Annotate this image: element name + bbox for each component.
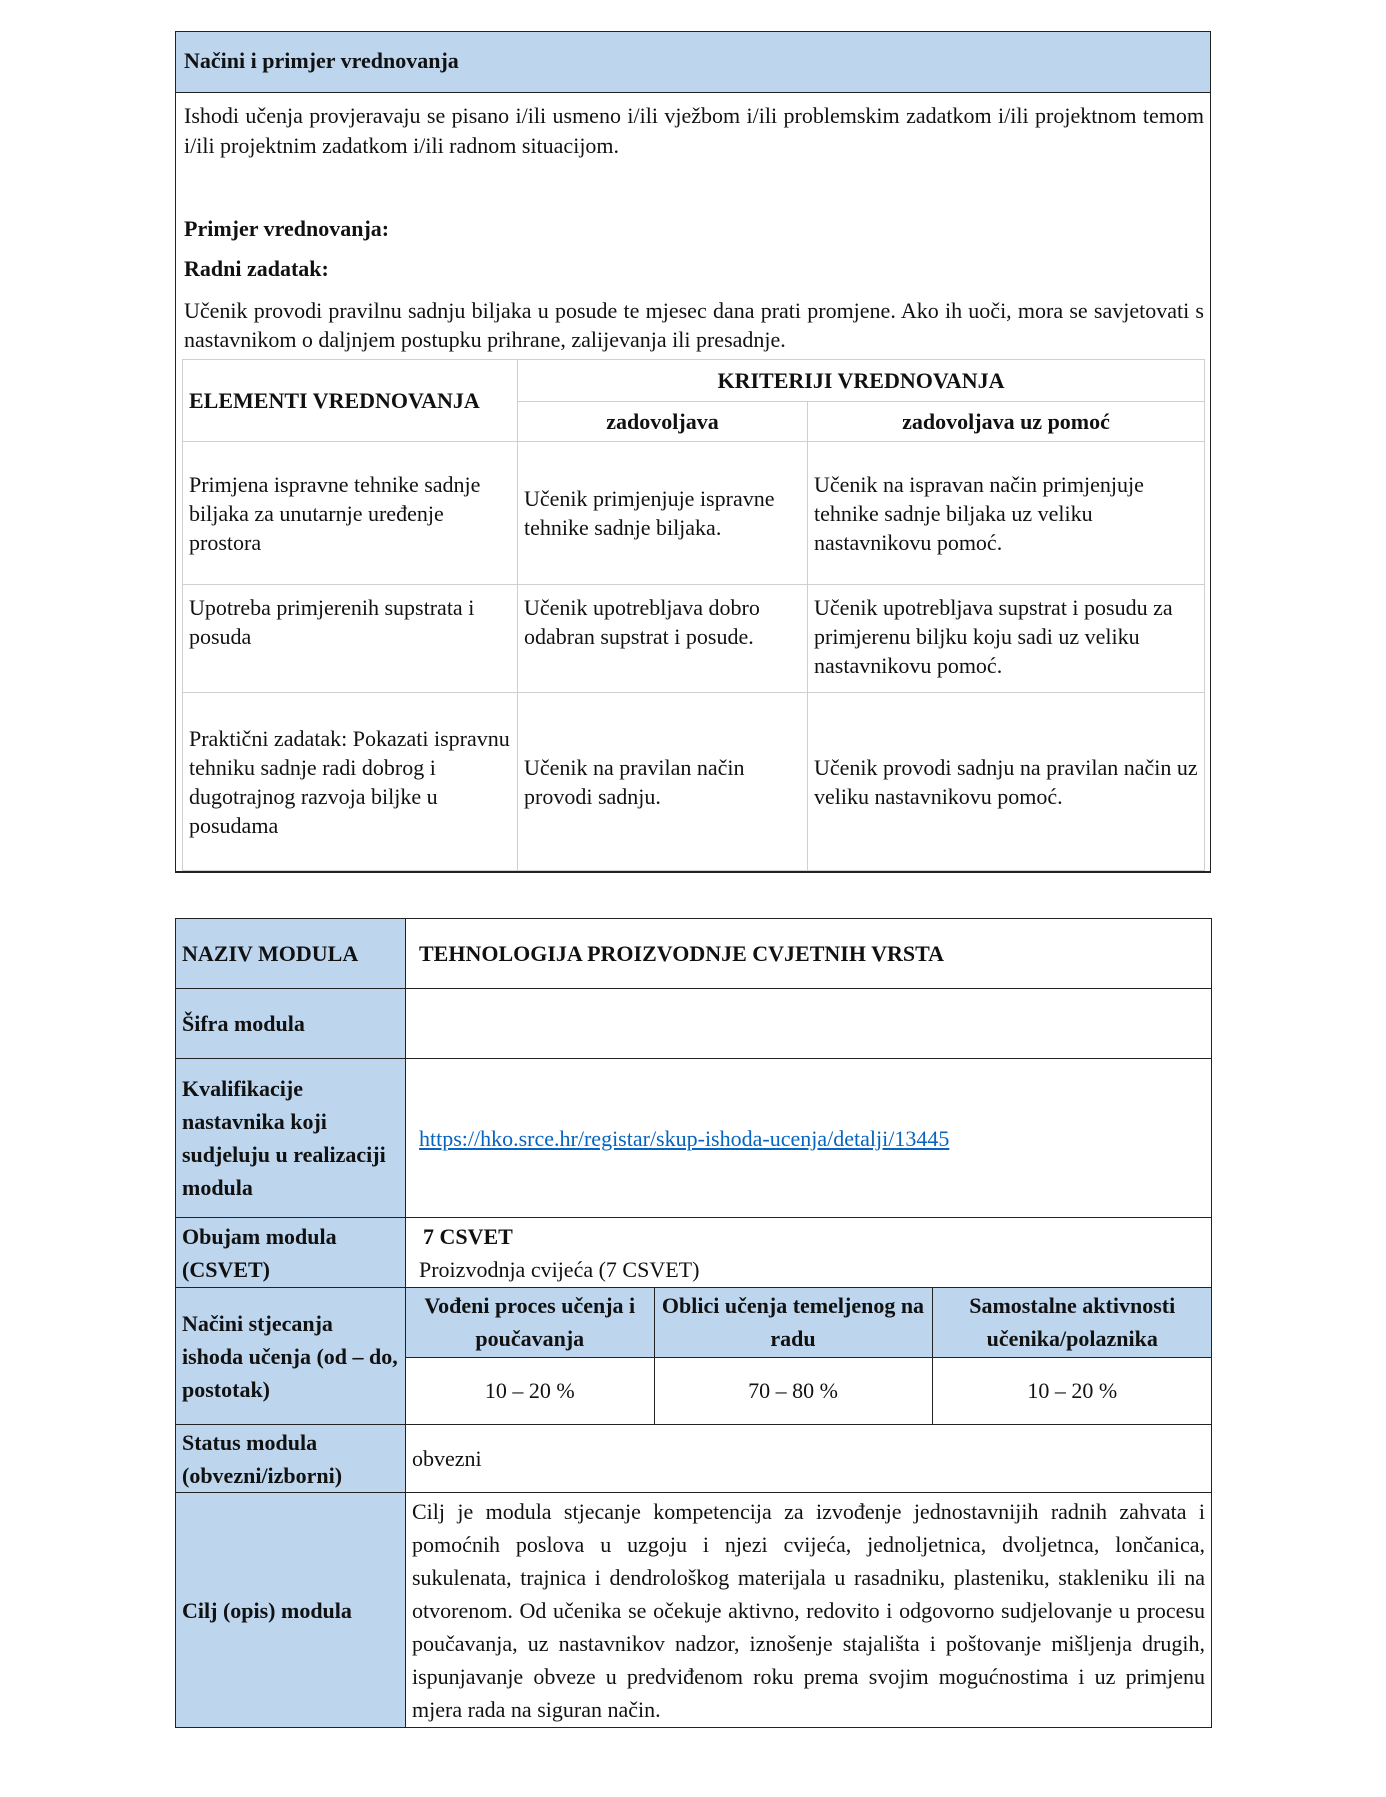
table-row <box>183 693 1205 871</box>
module-code-label: Šifra modula <box>176 989 406 1059</box>
element-cell: Praktični zadatak: Pokazati ispravnu tehniku sadnje radi dobrog i dugotrajnog razvoja biljke u posudama <box>183 693 518 871</box>
task-text: Učenik provodi pravilnu sadnju biljaka u posude te mjesec dana prati promjene. Ako ih uoči, mora se savjetovati s nastavnikom o daljnjem postupku prihrane, zalijevanja ili presadnje. <box>184 298 1204 352</box>
elements-header: ELEMENTI VREDNOVANJA <box>183 360 518 442</box>
satisfies-with-help-cell: Učenik provodi sadnju na pravilan način uz veliku nastavnikovu pomoć. <box>808 693 1205 871</box>
task-heading: Radni zadatak: <box>184 256 329 281</box>
evaluation-section-title: Načini i primjer vrednovanja <box>184 48 459 73</box>
satisfies-cell: Učenik upotrebljava dobro odabran supstrat i posude. <box>518 585 808 693</box>
status-label: Status modula (obvezni/izborni) <box>176 1425 406 1493</box>
method-value-independent: 10 – 20 % <box>932 1357 1212 1424</box>
status-row <box>176 1425 1212 1493</box>
volume-label: Obujam modula (CSVET) <box>176 1218 406 1288</box>
module-info-table <box>175 918 1212 1728</box>
example-heading: Primjer vrednovanja: <box>184 216 390 241</box>
qualifications-link[interactable]: https://hko.srce.hr/registar/skup-ishoda-ucenja/detalji/13445 <box>419 1125 950 1151</box>
methods-row <box>176 1288 1212 1425</box>
methods-label: Načini stjecanja ishoda učenja (od – do, postotak) <box>176 1288 406 1425</box>
evaluation-section-header <box>176 32 1210 93</box>
satisfies-cell: Učenik na pravilan način provodi sadnju. <box>518 693 808 871</box>
satisfies-with-help-cell: Učenik upotrebljava supstrat i posudu za primjerenu biljku koju sadi uz veliku nastavnikovu pomoć. <box>808 585 1205 693</box>
goal-row <box>176 1493 1212 1728</box>
evaluation-intro-text: Ishodi učenja provjeravaju se pisano i/ili usmeno i/ili vježbom i/ili problemskim zadatkom i/ili projektnom temom i/ili projektnim zadatkom i/ili radnom situacijom. <box>184 103 1204 158</box>
method-value-work-based: 70 – 80 % <box>654 1357 932 1424</box>
table-row <box>183 442 1205 585</box>
qualifications-label: Kvalifikacije nastavnika koji sudjeluju u realizaciji modula <box>176 1059 406 1218</box>
volume-detail: Proizvodnja cvijeća (7 CSVET) <box>419 1256 700 1282</box>
method-header-independent: Samostalne aktivnosti učenika/polaznika <box>932 1288 1212 1357</box>
criteria-header: KRITERIJI VREDNOVANJA <box>518 360 1205 402</box>
evaluation-section <box>175 31 1211 873</box>
module-name-label: NAZIV MODULA <box>176 919 406 989</box>
status-value: obvezni <box>406 1425 1212 1493</box>
satisfies-with-help-cell: Učenik na ispravan način primjenjuje tehnike sadnje biljaka uz veliku nastavnikovu pomoć. <box>808 442 1205 585</box>
qualifications-row <box>176 1059 1212 1218</box>
satisfies-cell: Učenik primjenjuje ispravne tehnike sadnje biljaka. <box>518 442 808 585</box>
module-code-value <box>406 989 1212 1059</box>
goal-label: Cilj (opis) modula <box>176 1493 406 1728</box>
volume-total: 7 CSVET <box>423 1223 513 1249</box>
methods-table <box>406 1288 1212 1424</box>
column-header-satisfies-with-help: zadovoljava uz pomoć <box>808 402 1205 442</box>
module-name-value: TEHNOLOGIJA PROIZVODNJE CVJETNIH VRSTA <box>406 919 1212 989</box>
module-name-row <box>176 919 1212 989</box>
method-header-work-based: Oblici učenja temeljenog na radu <box>654 1288 932 1357</box>
table-row <box>183 585 1205 693</box>
column-header-satisfies: zadovoljava <box>518 402 808 442</box>
evaluation-criteria-table <box>182 359 1205 871</box>
module-code-row <box>176 989 1212 1059</box>
element-cell: Primjena ispravne tehnike sadnje biljaka za unutarnje uređenje prostora <box>183 442 518 585</box>
goal-text: Cilj je modula stjecanje kompetencija za izvođenje jednostavnijih radnih zahvata i pomoćnih poslova u uzgoju i njezi cvijeća, jednoljetnica, dvoljetnca, lončanica, sukulenata, trajnica i dendrološkog materijala u rasadniku, plasteniku, stakleniku ili na otvorenom. Od učenika se očekuje aktivno, redovito i odgovorno sudjelovanje u procesu poučavanja, uz nastavnikov nadzor, iznošenje stajališta i poštovanje mišljenja drugih, ispunjavanje obveze u predviđenom roku prema svojim mogućnostima i uz primjenu mjera rada na siguran način. <box>406 1493 1212 1728</box>
volume-row <box>176 1218 1212 1288</box>
method-header-guided: Vođeni proces učenja i poučavanja <box>406 1288 654 1357</box>
method-value-guided: 10 – 20 % <box>406 1357 654 1424</box>
element-cell: Upotreba primjerenih supstrata i posuda <box>183 585 518 693</box>
